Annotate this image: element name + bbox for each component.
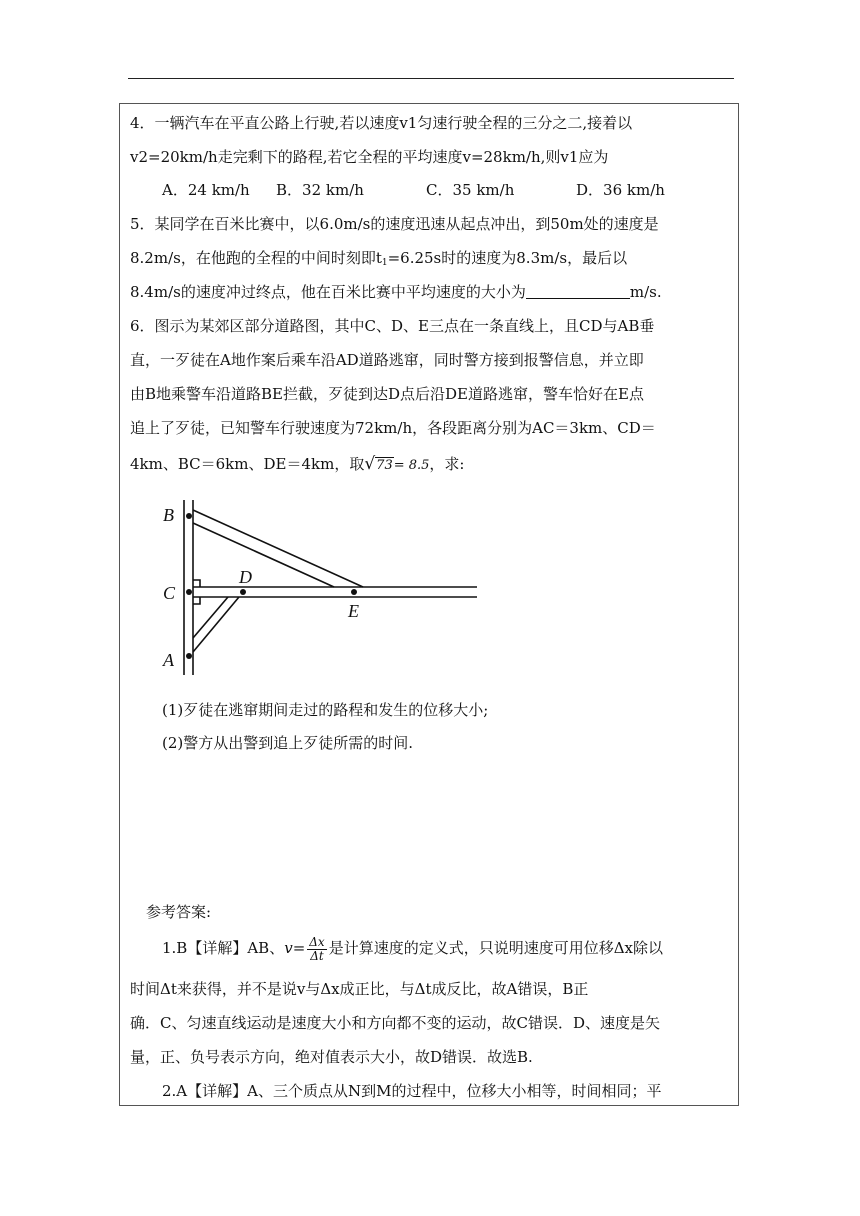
answer1-rest: 是计算速度的定义式，只说明速度可用位移Δx除以 — [328, 939, 663, 957]
q6-line5 — [130, 454, 464, 476]
point-b — [186, 513, 192, 519]
answer1-line1 — [162, 935, 663, 963]
point-d — [240, 589, 246, 595]
point-e — [351, 589, 357, 595]
answer1-line4: 量，正、负号表示方向，绝对值表示大小，故D错误．故选B. — [130, 1048, 533, 1066]
q6-line1: 6．图示为某郊区部分道路图，其中C、D、E三点在一条直线上，且CD与AB垂 — [130, 317, 655, 335]
q4-line2: v2=20km/h走完剩下的路程,若它全程的平均速度v=28km/h,则v1应为 — [130, 148, 609, 166]
q6-line5-text: 4km、BC＝6km、DE＝4km，取 — [130, 455, 365, 473]
q6-line4: 追上了歹徒，已知警车行驶速度为72km/h，各段距离分别为AC＝3km、CD＝ — [130, 419, 656, 437]
q6-line5-end: ，求: — [429, 455, 465, 473]
right-angle-mark-bottom — [193, 597, 200, 604]
header-rule — [128, 78, 734, 79]
sqrt-value: = 8.5 — [393, 458, 430, 473]
road-be-outer-rail — [193, 510, 363, 587]
road-diagram — [150, 490, 490, 680]
label-b: B — [163, 505, 174, 525]
answer2-line1: 2.A【详解】A、三个质点从N到M的过程中，位移大小相等，时间相同；平 — [162, 1082, 662, 1100]
right-angle-mark-top — [193, 580, 200, 587]
q4-option-a: A．24 km/h — [162, 181, 250, 199]
q6-line3: 由B地乘警车沿道路BE拦截，歹徒到达D点后沿DE道路逃窜，警车恰好在E点 — [130, 385, 644, 403]
formula-numerator: Δx — [309, 934, 325, 949]
q5-line2-part1: 8.2m/s，在他跑的全程的中间时刻即t — [130, 249, 382, 267]
q5-line3 — [130, 282, 662, 302]
q4-option-b: B．32 km/h — [276, 181, 364, 199]
sqrt-expression: √73= 8.5 — [364, 454, 430, 474]
answer1-line2: 时间Δt来获得，并不是说v与Δx成正比，与Δt成反比，故A错误，B正 — [130, 980, 589, 998]
q5-subscript: 1 — [381, 258, 388, 268]
formula-equals: = — [292, 939, 306, 957]
q5-line3-text: 8.4m/s的速度冲过终点，他在百米比赛中平均速度的大小为 — [130, 283, 526, 301]
answer-blank — [526, 284, 630, 299]
road-ad-outer-rail — [193, 597, 239, 652]
q6-sub1: (1)歹徒在逃窜期间走过的路程和发生的位移大小; — [162, 701, 489, 719]
point-c — [186, 589, 192, 595]
formula-v: v — [284, 939, 293, 957]
answer1-prefix: 1.B【详解】AB、 — [162, 939, 285, 957]
q5-line2-part2: =6.25s时的速度为8.3m/s，最后以 — [387, 249, 628, 267]
label-e: E — [348, 601, 359, 621]
point-a — [186, 653, 192, 659]
q5-line1: 5．某同学在百米比赛中，以6.0m/s的速度迅速从起点冲出，到50m处的速度是 — [130, 215, 659, 233]
label-c: C — [163, 583, 176, 603]
q4-option-c: C．35 km/h — [426, 181, 515, 199]
q6-line2: 直，一歹徒在A地作案后乘车沿AD道路逃窜，同时警方接到报警信息，并立即 — [130, 351, 644, 369]
q5-line2 — [130, 248, 627, 273]
formula-fraction — [307, 936, 326, 963]
label-d: D — [239, 567, 252, 587]
q4-option-d: D．36 km/h — [576, 181, 665, 199]
answer1-line3: 确．C、匀速直线运动是速度大小和方向都不变的运动，故C错误．D、速度是矢 — [130, 1014, 660, 1032]
formula-denominator: Δt — [310, 948, 324, 963]
answers-heading: 参考答案: — [146, 903, 212, 921]
q5-unit: m/s. — [629, 283, 662, 301]
road-be-inner-rail — [193, 523, 334, 587]
q4-line1: 4．一辆汽车在平直公路上行驶,若以速度v1匀速行驶全程的三分之二,接着以 — [130, 114, 633, 132]
q6-sub2: (2)警方从出警到追上歹徒所需的时间. — [162, 734, 414, 752]
label-a: A — [163, 650, 174, 670]
sqrt-radicand: 73 — [376, 458, 393, 473]
